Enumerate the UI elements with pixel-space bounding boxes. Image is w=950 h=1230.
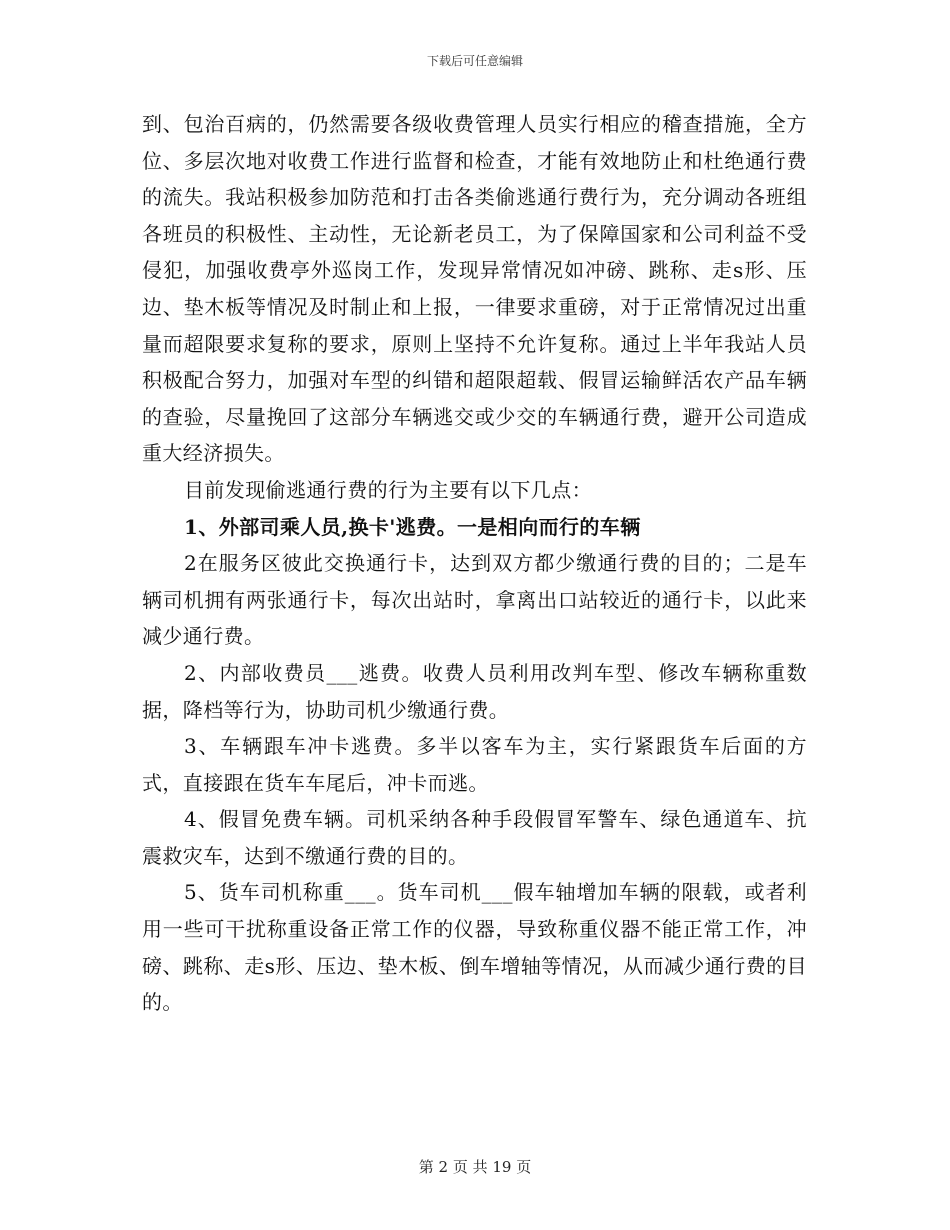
paragraph-8: 5、货车司机称重___。货车司机___假车轴增加车辆的限载，或者利用一些可干扰称重设备正常工作的仪器，导致称重仪器不能正常工作，冲磅、跳称、走s形、压边、垫木板、倒车增轴等情况，从而减少通行费的目的。	[142, 880, 807, 1015]
header-note: 下载后可任意编辑	[426, 54, 523, 68]
paragraph-7: 4、假冒免费车辆。司机采纳各种手段假冒军警车、绿色通道车、抗震救灾车，达到不缴通行费的目的。	[142, 807, 807, 868]
page-footer: 第 2 页 共 19 页	[418, 1158, 532, 1176]
paragraph-2: 目前发现偷逃通行费的行为主要有以下几点：	[184, 477, 592, 502]
document-body	[142, 106, 807, 1021]
paragraph-6: 3、车辆跟车冲卡逃费。多半以客车为主，实行紧跟货车后面的方式，直接跟在货车车尾后，冲卡而逃。	[142, 734, 807, 795]
paragraph-3-heading: 1、外部司乘人员,换卡'逃费。一是相向而行的车辆	[184, 514, 641, 539]
paragraph-1: 到、包治百病的，仍然需要各级收费管理人员实行相应的稽查措施，全方位、多层次地对收费工作进行监督和检查，才能有效地防止和杜绝通行费的流失。我站积极参加防范和打击各类偷逃通行费行为，充分调动各班组各班员的积极性、主动性，无论新老员工，为了保障国家和公司利益不受侵犯，加强收费亭外巡岗工作，发现异常情况如冲磅、跳称、走s形、压边、垫木板等情况及时制止和上报，一律要求重磅，对于正常情况过出重量而超限要求复称的要求，原则上坚持不允许复称。通过上半年我站人员积极配合努力，加强对车型的纠错和超限超载、假冒运输鲜活农产品车辆的查验，尽量挽回了这部分车辆逃交或少交的车辆通行费，避开公司造成重大经济损失。	[142, 112, 807, 466]
paragraph-5: 2、内部收费员___逃费。收费人员利用改判车型、修改车辆称重数据，降档等行为，协助司机少缴通行费。	[142, 660, 807, 722]
paragraph-4: 2在服务区彼此交换通行卡，达到双方都少缴通行费的目的；二是车辆司机拥有两张通行卡，每次出站时，拿离出口站较近的通行卡，以此来减少通行费。	[142, 551, 807, 649]
